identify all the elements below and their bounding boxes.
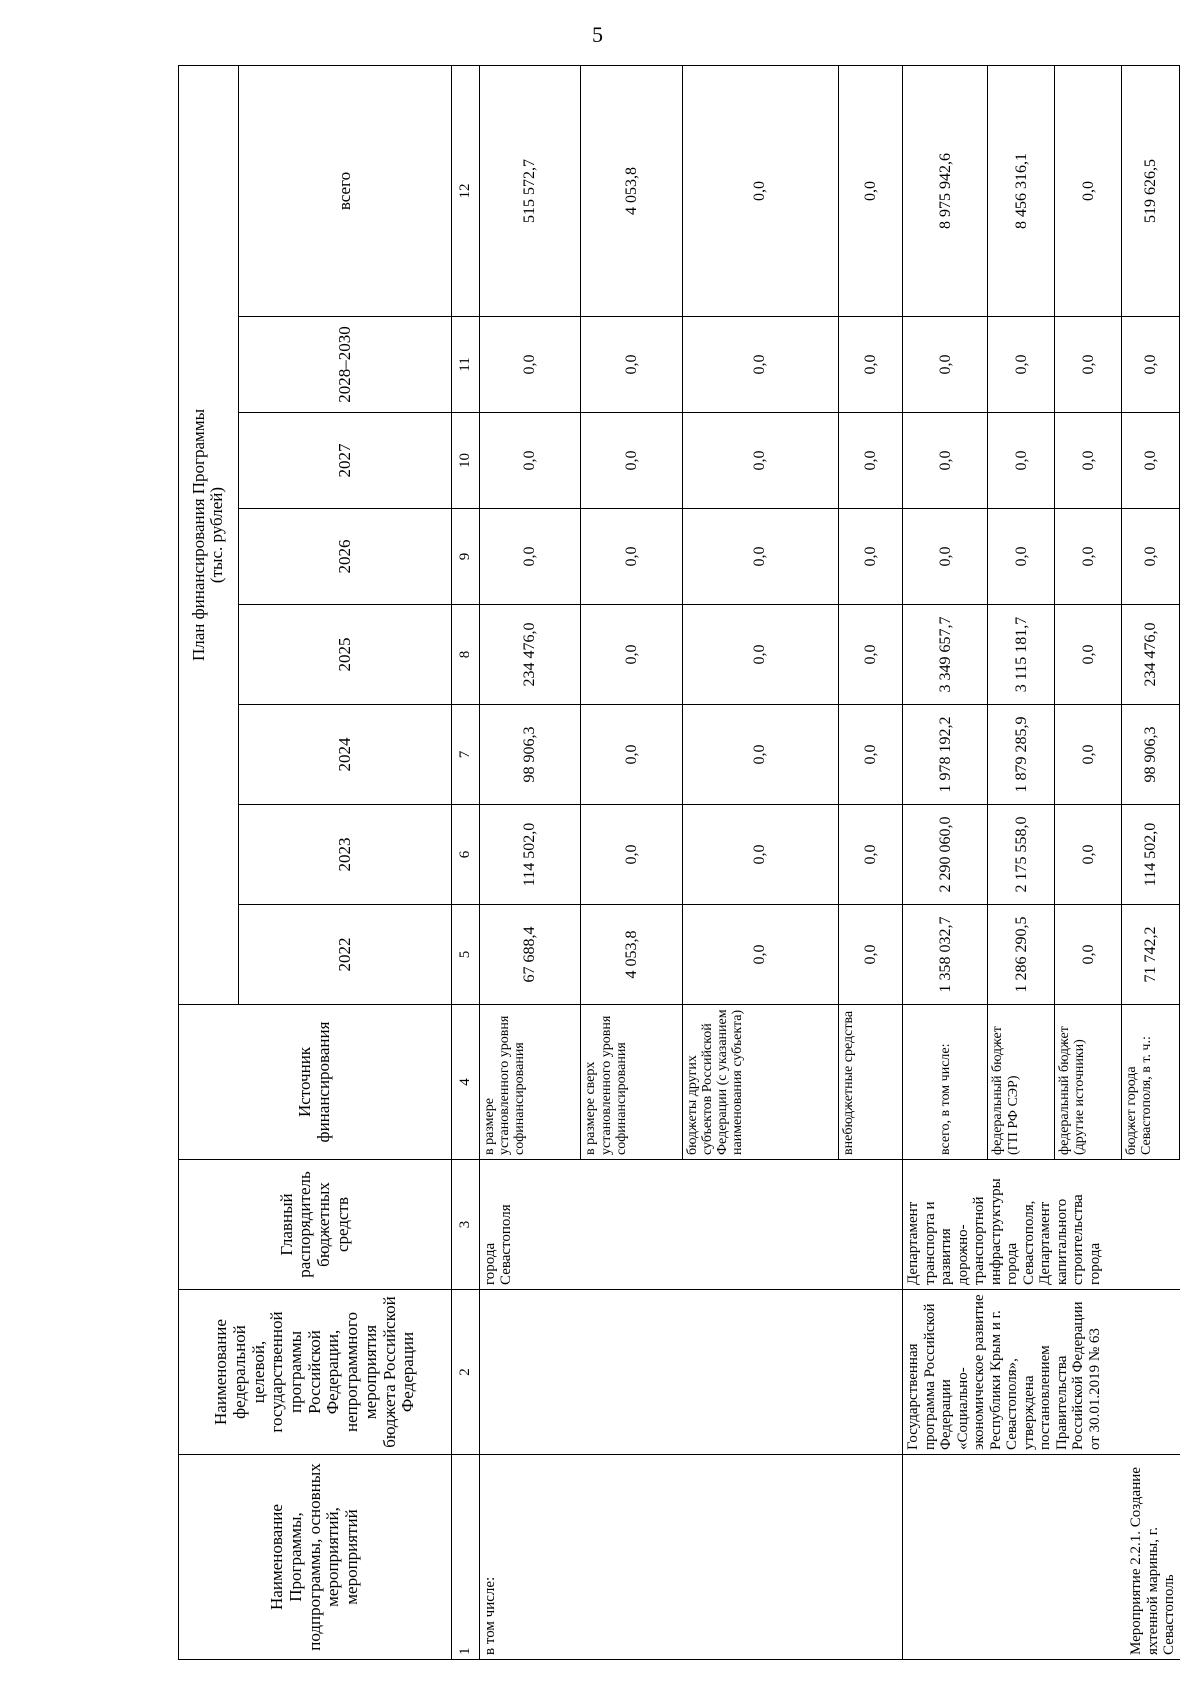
header-col4: Источник финансирования [179, 1005, 452, 1160]
value-cell: 0,0 [838, 509, 903, 605]
year-header: 2026 [238, 509, 451, 605]
column-number: 4 [452, 1005, 480, 1160]
value-cell: 114 502,0 [479, 805, 580, 905]
value-cell: 0,0 [479, 413, 580, 509]
value-cell: 0,0 [682, 705, 838, 805]
total-header: всего [238, 66, 451, 317]
distributor-cell: города Севастополя [479, 1160, 902, 1290]
value-cell: 0,0 [1122, 509, 1180, 605]
value-cell: 1 978 192,2 [903, 705, 988, 805]
program-cell [479, 1290, 902, 1455]
column-number: 9 [452, 509, 480, 605]
value-cell: 0,0 [682, 605, 838, 705]
year-header: 2023 [238, 805, 451, 905]
column-number: 3 [452, 1160, 480, 1290]
header-col3: Главный распорядитель бюджетных средств [179, 1160, 452, 1290]
value-cell: 67 688,4 [479, 905, 580, 1005]
value-cell: 0,0 [581, 605, 682, 705]
total-cell: 0,0 [838, 66, 903, 317]
program-cell: Государственная программа Российской Федерации «Социально-экономическое развитие Республики Крым и г. Севастополя», утверждена постановлением Правительства Российской Федерации от 30.01.2019 № 63 [903, 1290, 1180, 1455]
value-cell: 0,0 [1055, 605, 1122, 705]
header-col2: Наименование федеральной целевой, государственной программы Российской Федерации, непрограммного мероприятия бюджета Российской Федерации [179, 1290, 452, 1455]
source-cell: всего, в том числе: [903, 1005, 988, 1160]
source-cell: внебюджетные средства [838, 1005, 903, 1160]
rotated-table-container [178, 66, 1180, 1660]
distributor-cell: Департамент транспорта и развития дорожно-транспортной инфраструктуры города Севастополя, Департамент капитального строительства города [903, 1160, 1180, 1290]
page-number: 5 [592, 22, 603, 47]
value-cell: 0,0 [838, 605, 903, 705]
total-cell: 8 975 942,6 [903, 66, 988, 317]
column-number: 8 [452, 605, 480, 705]
financing-table [178, 65, 1180, 1660]
year-header: 2027 [238, 413, 451, 509]
activity-name: Мероприятие 2.2.1. Создание яхтенной марины, г. Севастополь [903, 1455, 1180, 1660]
value-cell: 0,0 [682, 317, 838, 413]
column-number: 7 [452, 705, 480, 805]
header-col1: Наименование Программы, подпрограммы, основных мероприятий, мероприятий [179, 1455, 452, 1660]
total-cell: 515 572,7 [479, 66, 580, 317]
value-cell: 0,0 [581, 805, 682, 905]
total-cell: 0,0 [1055, 66, 1122, 317]
value-cell: 0,0 [838, 317, 903, 413]
value-cell: 0,0 [988, 317, 1055, 413]
value-cell: 0,0 [1055, 705, 1122, 805]
column-number: 11 [452, 317, 480, 413]
value-cell: 4 053,8 [581, 905, 682, 1005]
year-header: 2022 [238, 905, 451, 1005]
total-cell: 519 626,5 [1122, 66, 1180, 317]
plan-unit: (тыс. рублей) [207, 486, 227, 584]
column-number: 12 [452, 66, 480, 317]
value-cell: 0,0 [838, 705, 903, 805]
value-cell: 0,0 [1122, 413, 1180, 509]
value-cell: 0,0 [682, 905, 838, 1005]
value-cell: 0,0 [1055, 413, 1122, 509]
plan-title: План финансирования Программы [188, 409, 208, 661]
value-cell: 0,0 [1055, 905, 1122, 1005]
value-cell: 234 476,0 [479, 605, 580, 705]
value-cell: 0,0 [903, 317, 988, 413]
table-row [479, 66, 580, 1660]
value-cell: 98 906,3 [1122, 705, 1180, 805]
total-cell: 8 456 316,1 [988, 66, 1055, 317]
column-number: 5 [452, 905, 480, 1005]
year-header: 2025 [238, 605, 451, 705]
value-cell: 0,0 [1055, 509, 1122, 605]
value-cell: 0,0 [479, 509, 580, 605]
year-header: 2028–2030 [238, 317, 451, 413]
total-cell: 0,0 [682, 66, 838, 317]
value-cell: 3 349 657,7 [903, 605, 988, 705]
value-cell: 1 286 290,5 [988, 905, 1055, 1005]
source-cell: в размере сверх установленного уровня софинансирования [581, 1005, 682, 1160]
value-cell: 0,0 [903, 509, 988, 605]
value-cell: 0,0 [988, 509, 1055, 605]
column-number: 6 [452, 805, 480, 905]
source-cell: федеральный бюджет (другие источники) [1055, 1005, 1122, 1160]
value-cell: 0,0 [682, 413, 838, 509]
value-cell: 0,0 [581, 705, 682, 805]
value-cell: 3 115 181,7 [988, 605, 1055, 705]
value-cell: 0,0 [682, 509, 838, 605]
value-cell: 0,0 [581, 509, 682, 605]
value-cell: 0,0 [1122, 317, 1180, 413]
source-cell: бюджет города Севастополя, в т. ч.: [1122, 1005, 1180, 1160]
value-cell: 2 175 558,0 [988, 805, 1055, 905]
group-name: в том числе: [479, 1455, 902, 1660]
value-cell: 0,0 [838, 805, 903, 905]
value-cell: 0,0 [1055, 317, 1122, 413]
value-cell: 0,0 [903, 413, 988, 509]
value-cell: 0,0 [1055, 805, 1122, 905]
plan-title-cell [179, 66, 239, 1005]
source-cell: бюджеты других субъектов Российской Федерации (с указанием наименования субъекта) [682, 1005, 838, 1160]
value-cell: 1 358 032,7 [903, 905, 988, 1005]
year-header: 2024 [238, 705, 451, 805]
value-cell: 114 502,0 [1122, 805, 1180, 905]
source-cell: в размере установленного уровня софинансирования [479, 1005, 580, 1160]
total-cell: 4 053,8 [581, 66, 682, 317]
value-cell: 1 879 285,9 [988, 705, 1055, 805]
value-cell: 0,0 [838, 905, 903, 1005]
value-cell: 0,0 [581, 317, 682, 413]
value-cell: 98 906,3 [479, 705, 580, 805]
table-row [903, 66, 988, 1660]
column-number: 2 [452, 1290, 480, 1455]
column-number: 1 [452, 1455, 480, 1660]
value-cell: 0,0 [479, 317, 580, 413]
value-cell: 0,0 [838, 413, 903, 509]
value-cell: 0,0 [682, 805, 838, 905]
source-cell: федеральный бюджет (ГП РФ СЭР) [988, 1005, 1055, 1160]
value-cell: 71 742,2 [1122, 905, 1180, 1005]
value-cell: 234 476,0 [1122, 605, 1180, 705]
value-cell: 2 290 060,0 [903, 805, 988, 905]
column-number: 10 [452, 413, 480, 509]
value-cell: 0,0 [581, 413, 682, 509]
value-cell: 0,0 [988, 413, 1055, 509]
